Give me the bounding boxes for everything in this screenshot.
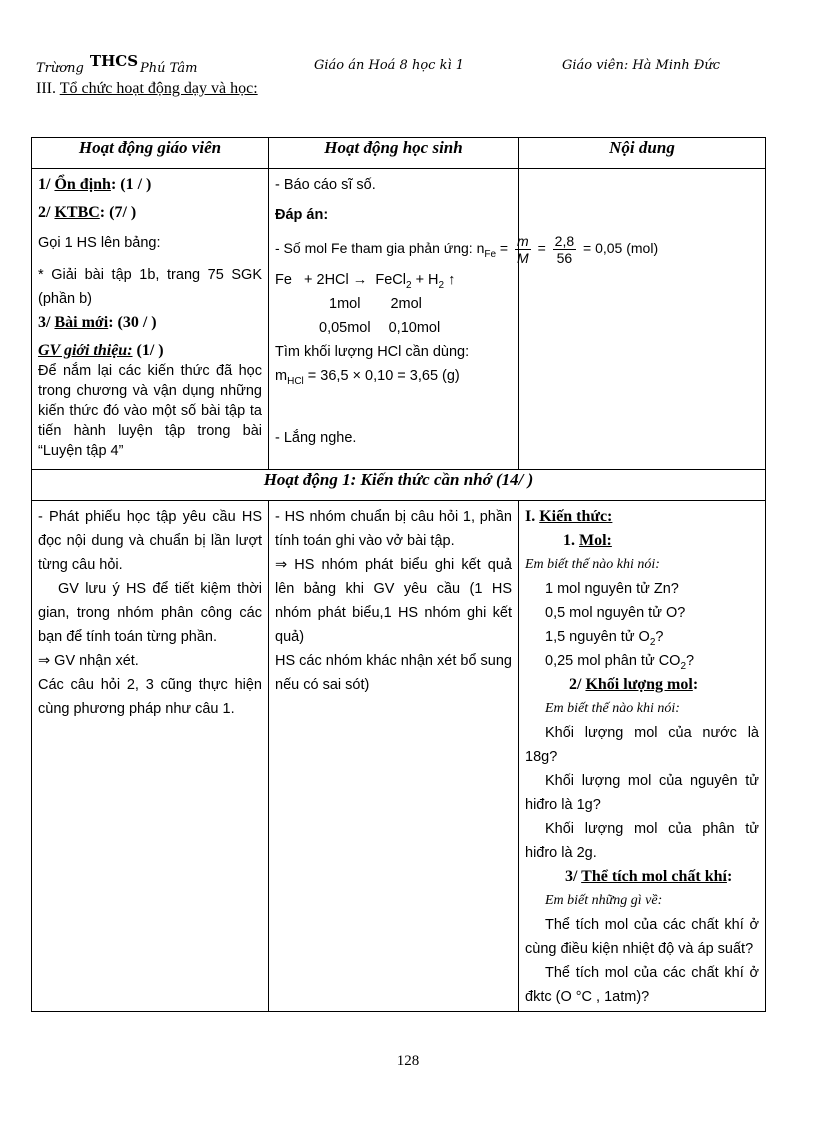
mole-values: 0,05mol 0,10mol [319,320,441,336]
activity-row [32,470,766,501]
listen-text: - Lắng nghe. [275,430,357,446]
moles-formula: - Số mol Fe tham gia phản ứng: $n_{Fe}$ = $\frac{m}{M}$ = $\frac{2,8}{56}$ = 0,05 (mol) [275,233,659,266]
student-cell-activity [269,501,519,1012]
content-cell-activity [519,501,766,1012]
intro-text: Để nắm lại các kiến thức đã học trong chương và vận dụng những kiến thức đó vào một số bài tập ta tiến hành luyện tập trong bài “Luyện tập 4” [38,363,262,459]
page-number: 128 [396,1053,420,1069]
mass-ask: Em biết thế nào khi nói: [545,701,680,716]
page-header [36,52,776,78]
volume-q1: Thể tích mol của các chất khí ở cùng điều kiện nhiệt độ và áp suất? [525,917,759,957]
student-p3: HS các nhóm khác nhận xét bổ sung nếu có sai sót) [275,653,512,693]
table-row [32,169,766,470]
table-header-row [32,138,766,169]
reaction-equation: Fe + 2HCl → FeCl$_2$ + $H_2$ ↑ [275,272,456,291]
find-hcl: Tìm khối lượng HCl cần dùng: [275,344,470,360]
col-teacher-activity: Hoạt động giáo viên [32,138,269,169]
student-p1: - HS nhóm chuẩn bị câu hỏi 1, phần tính toán ghi vào vở bài tập. [275,509,512,549]
mol-ask: Em biết thế nào khi nói: [525,557,660,572]
student-p2: ⇒ HS nhóm phát biểu ghi kết quả lên bảng khi GV yêu cầu (1 HS nhóm phát biểu,1 HS nhóm ghi kết quả) [275,557,512,645]
mass-q3: Khối lượng mol của phân tử hiđro là 2g. [525,821,759,861]
activity-title: Hoạt động 1: Kiến thức cần nhớ (14/ ) [32,470,766,501]
section-title: III. Tổ chức hoạt động dạy và học: [36,80,258,97]
intro-heading: GV giới thiệu: (1/ ) [38,342,164,359]
student-cell-intro [269,169,659,470]
step-stabilize: 1/ Ổn định: (1 / ) [38,176,152,193]
mass-q1: Khối lượng mol của nước là 18g? [525,725,759,765]
mole-ratio: 1mol 2mol [329,296,422,312]
teacher-label: Giáo viên: Hà Minh Đức [562,58,721,73]
mass-calc: $m_{HCl} = 36,5 \times 0,10 = 3,65$ (g) [275,368,460,387]
teacher-p4: Các câu hỏi 2, 3 cũng thực hiện cùng phương pháp như câu 1. [38,677,262,717]
content-cell-intro [519,169,766,470]
exercise-text: * Giải bài tập 1b, trang 75 SGK (phần b) [38,267,262,307]
report-text: - Báo cáo sĩ số. [275,177,376,193]
mol-q3: 1,5 nguyên tử $O_2$? [545,629,664,648]
col-content: Nội dung [519,138,766,169]
lesson-plan-label: Giáo án Hoá 8 học kì 1 [314,58,465,73]
mol-q2: 0,5 mol nguyên tử O? [545,605,686,621]
table-row [32,501,766,1012]
teacher-cell-activity [32,501,269,1012]
teacher-p3: ⇒ GV nhận xét. [38,653,139,669]
teacher-p1: - Phát phiếu học tập yêu cầu HS đọc nội dung và chuẩn bị lần lượt từng câu hỏi. [38,509,262,573]
mol-q1: 1 mol nguyên tử Zn? [545,581,679,597]
mass-q2: Khối lượng mol của nguyên tử hiđro là 1g? [525,773,759,813]
call-student: Gọi 1 HS lên bảng: [38,235,161,251]
step-check: 2/ KTBC: (7/ ) [38,204,137,221]
volume-q2: Thể tích mol của các chất khí ở đktc (O °C , 1atm)? [525,965,759,1005]
mass-heading: 2/ Khối lượng mol: [569,676,699,693]
mol-q4: 0,25 mol phân tử $CO_2$? [545,653,695,672]
school-label: Trừơng THCS Phú Tâm [36,52,198,76]
volume-heading: 3/ Thể tích mol chất khí: [565,868,733,885]
volume-ask: Em biết những gì về: [545,893,663,908]
teacher-cell-intro [32,169,269,470]
answer-label: Đáp án: [275,207,329,223]
lesson-table [31,137,766,1012]
teacher-p2: GV lưu ý HS để tiết kiệm thời gian, trong nhóm phân công các bạn để tính toán từng phần. [38,581,262,645]
col-student-activity: Hoạt động học sinh [269,138,519,169]
step-new-lesson: 3/ Bài mới: (30 / ) [38,314,157,331]
knowledge-heading: I. Kiến thức: [525,508,613,525]
mol-heading: 1. Mol: [563,532,612,549]
